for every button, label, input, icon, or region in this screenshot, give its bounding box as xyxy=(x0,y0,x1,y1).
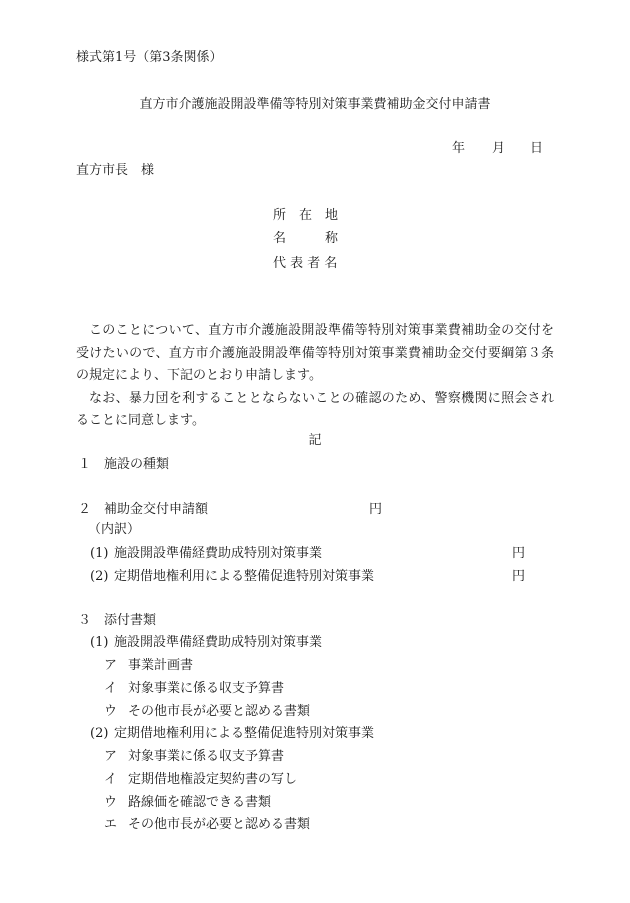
item3-sub1-doc-mark: ウ xyxy=(104,704,118,719)
form-number: 様式第1号（第3条関係） xyxy=(76,50,223,65)
ki-heading: 記 xyxy=(308,433,322,448)
body-paragraph-1: このことについて、直方市介護施設開設準備等特別対策事業費補助金の交付を受けたいので、直方市介護施設開設準備等特別対策事業費補助金交付要綱第３条の規定により、下記のとおり申請します。 xyxy=(76,323,554,383)
item3-sub2-doc-mark: イ xyxy=(104,772,118,787)
body-paragraph-2: なお、暴力団を利することとならないことの確認のため、警察機関に照会されることに同意します。 xyxy=(76,390,554,428)
item3-sub2-doc-text: 定期借地権設定契約書の写し xyxy=(128,772,298,787)
body-text xyxy=(76,320,554,433)
item3-sub1-doc-text: その他市長が必要と認める書類 xyxy=(128,704,311,719)
item3-sub1-number: (1) xyxy=(90,635,109,650)
date-month: 月 xyxy=(492,141,506,156)
item3-number: ３ xyxy=(78,613,92,628)
representative-label: 代 表 者 名 xyxy=(273,256,338,271)
name-label: 名 称 xyxy=(273,231,339,246)
date-year: 年 xyxy=(452,141,466,156)
date-day: 日 xyxy=(530,141,544,156)
item2-sub2-yen: 円 xyxy=(512,569,526,584)
item3-sub1-doc-text: 事業計画書 xyxy=(128,658,194,673)
item3-sub1-doc-mark: イ xyxy=(104,681,118,696)
item3-sub2-doc-mark: エ xyxy=(104,817,118,832)
address-label: 所 在 地 xyxy=(273,208,339,223)
item1-label: 施設の種類 xyxy=(104,457,170,472)
document-title: 直方市介護施設開設準備等特別対策事業費補助金交付申請書 xyxy=(139,97,491,112)
item3-sub1-label: 施設開設準備経費助成特別対策事業 xyxy=(114,635,323,650)
item2-sub1-number: (1) xyxy=(90,546,109,561)
item2-breakdown: （内訳） xyxy=(88,522,141,537)
item3-sub2-doc-mark: ア xyxy=(104,749,118,764)
item3-sub2-doc-text: その他市長が必要と認める書類 xyxy=(128,817,311,832)
item3-sub2-doc-mark: ウ xyxy=(104,795,118,810)
item3-sub2-doc-text: 対象事業に係る収支予算書 xyxy=(128,749,285,764)
item2-sub1-label: 施設開設準備経費助成特別対策事業 xyxy=(114,546,323,561)
item2-yen: 円 xyxy=(369,502,383,517)
item3-sub2-label: 定期借地権利用による整備促進特別対策事業 xyxy=(114,726,375,741)
item3-label: 添付書類 xyxy=(104,613,157,628)
addressee: 直方市長 様 xyxy=(76,163,155,178)
item3-sub2-doc-text: 路線価を確認できる書類 xyxy=(128,795,272,810)
item1-number: １ xyxy=(78,457,92,472)
item2-number: ２ xyxy=(78,502,92,517)
item3-sub1-doc-text: 対象事業に係る収支予算書 xyxy=(128,681,285,696)
item2-label: 補助金交付申請額 xyxy=(104,502,209,517)
item3-sub1-doc-mark: ア xyxy=(104,658,118,673)
item2-sub2-label: 定期借地権利用による整備促進特別対策事業 xyxy=(114,569,375,584)
item2-sub2-number: (2) xyxy=(90,569,109,584)
item3-sub2-number: (2) xyxy=(90,726,109,741)
item2-sub1-yen: 円 xyxy=(512,546,526,561)
